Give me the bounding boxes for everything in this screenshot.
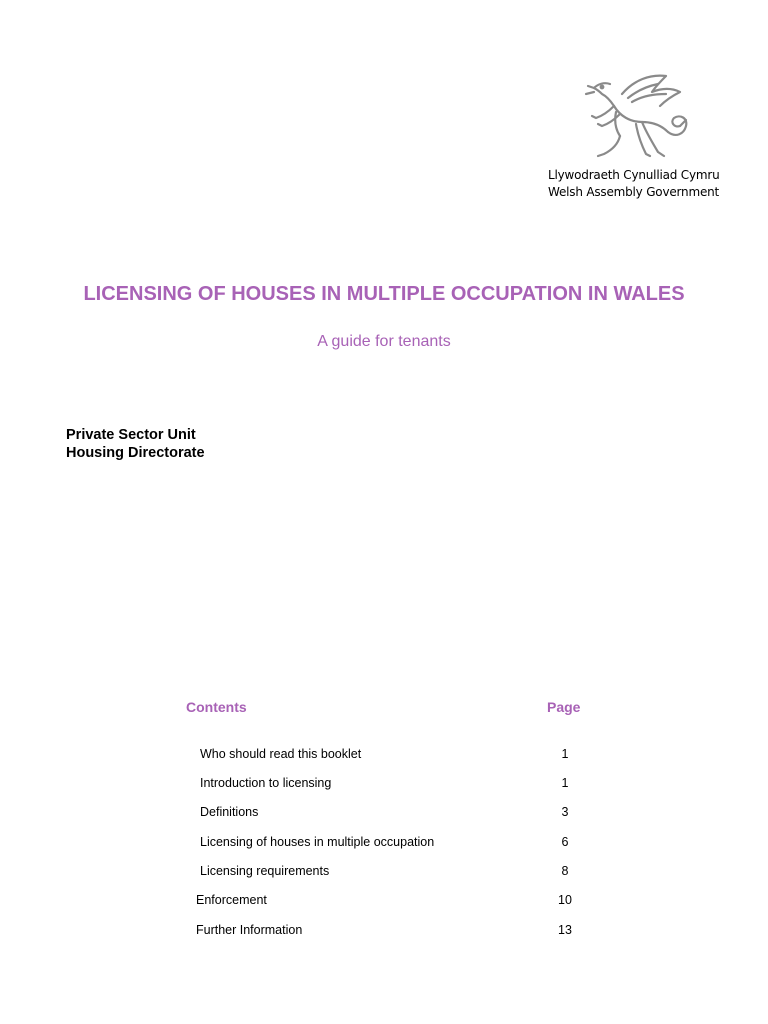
toc-item-page: 3 — [561, 805, 569, 819]
toc-item-label: Definitions — [200, 805, 259, 819]
toc-page-heading: Page — [547, 699, 581, 715]
toc-row — [0, 923, 768, 943]
toc-row — [0, 835, 768, 855]
toc-row — [0, 776, 768, 796]
toc-item-label: Introduction to licensing — [200, 776, 332, 790]
unit-name: Private Sector Unit — [66, 427, 196, 443]
toc-item-page: 10 — [558, 893, 572, 907]
toc-item-page: 13 — [558, 923, 572, 937]
toc-item-label: Enforcement — [196, 893, 267, 907]
logo-english-name: Welsh Assembly Government — [548, 185, 720, 199]
toc-item-page: 1 — [561, 776, 569, 790]
logo-welsh-name: Llywodraeth Cynulliad Cymru — [548, 168, 720, 182]
toc-item-label: Further Information — [196, 923, 303, 937]
toc-row — [0, 747, 768, 767]
welsh-dragon-icon — [580, 72, 698, 164]
toc-row — [0, 893, 768, 913]
toc-row — [0, 805, 768, 825]
toc-heading: Contents — [186, 699, 247, 715]
toc-item-page: 1 — [561, 747, 569, 761]
toc-item-label: Licensing requirements — [200, 864, 330, 878]
toc-item-label: Who should read this booklet — [200, 747, 362, 761]
welsh-assembly-logo — [548, 72, 720, 212]
toc-item-label: Licensing of houses in multiple occupation — [200, 835, 435, 849]
toc-item-page: 6 — [561, 835, 569, 849]
department-block — [66, 426, 205, 462]
toc-row — [0, 864, 768, 884]
document-subtitle: A guide for tenants — [317, 333, 451, 350]
directorate-name: Housing Directorate — [66, 445, 205, 461]
toc-item-page: 8 — [561, 864, 569, 878]
document-title: LICENSING OF HOUSES IN MULTIPLE OCCUPATION IN WALES — [83, 283, 685, 305]
